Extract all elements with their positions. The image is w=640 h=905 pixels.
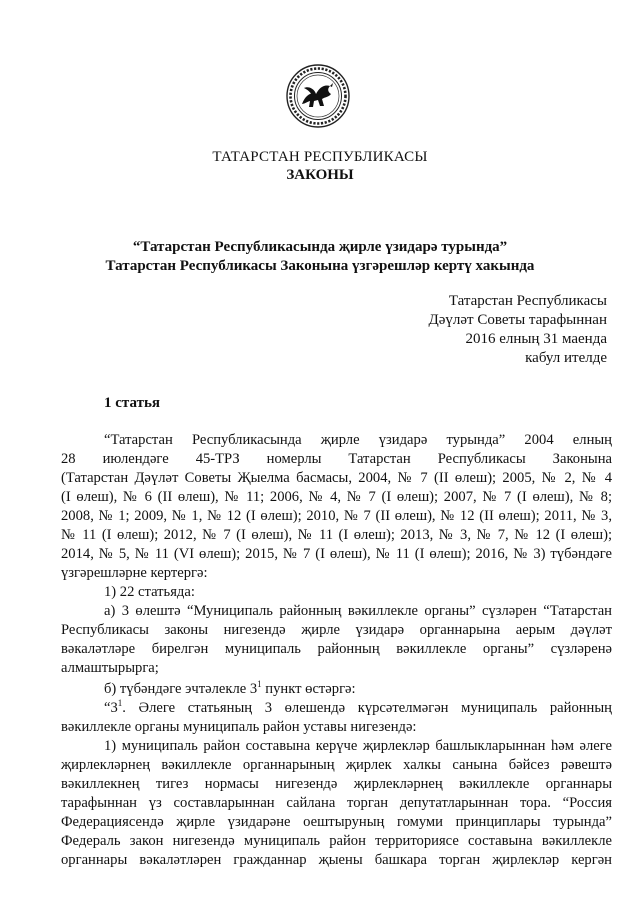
sub-item-b xyxy=(104,680,612,699)
paragraph-line: (Татарстан Дәүләт Советы Җыелма басмасы, 2004, № 7 (II өлеш); 2005, № 2, № 4 xyxy=(61,470,612,486)
paragraph-line: алмаштырырга; xyxy=(61,660,159,676)
paragraph-line: Федерациясендә җирле үзидарәне оештыруның гомуми принциплары турында” xyxy=(61,814,612,830)
paragraph-line: тарафыннан үз составларыннан сайлана торган депутатларыннан тора. “Россия xyxy=(61,795,612,811)
law-title-line-2: Татарстан Республикасы Законына үзгәрешләр кертү хакында xyxy=(105,258,535,274)
paragraph-line: органнары вәкаләтләрен гражданнар җыены башкара торган җирлекләр кергән xyxy=(61,852,612,868)
paragraph-line: җирлекләрнең вәкиллекле органнарының җирлек халкы санына бәйсез рәвештә xyxy=(61,757,612,773)
paragraph-line: (I өлеш), № 6 (II өлеш), № 11; 2006, № 4, № 7 (I өлеш); 2007, № 7 (I өлеш), № 8; xyxy=(61,489,612,505)
item-heading: 1) 22 статьяда: xyxy=(104,584,195,600)
sub-item-b-tail: пункт өстәргә: xyxy=(261,681,356,697)
paragraph-line: а) 3 өлештә “Муниципаль районның вәкиллекле органы” сүзләрен “Татарстан xyxy=(104,603,612,619)
adoption-line-2: Дәүләт Советы тарафыннан xyxy=(428,312,607,328)
superscript: 1 xyxy=(117,698,123,709)
tatarstan-coat-of-arms-icon xyxy=(286,64,350,128)
paragraph-line: Федераль закон нигезендә муниципаль район территориясе составына вәкиллекле xyxy=(61,833,612,849)
quote-rest: . Әлеге статьяның 3 өлешендә күрсәтелмәгән муниципаль районның xyxy=(122,700,612,716)
paragraph-line: № 11 (I өлеш); 2012, № 7 (I өлеш), № 11 (I өлеш); 2013, № 3, № 7, № 12 (I өлеш); xyxy=(61,527,612,543)
law-title-line-1: “Татарстан Республикасында җирле үзидарә турында” xyxy=(132,239,508,255)
paragraph-line: 2014, № 5, № 11 (VI өлеш); 2015, № 7 (I өлеш), № 11 (I өлеш); 2016, № 3) түбәндәге xyxy=(61,546,612,562)
sub-item-b-text: б) түбәндәге эчтәлекле 3 xyxy=(104,681,258,697)
paragraph-line: Республикасы законы нигезендә җирле үзидарә органнарына аерым дәүләт xyxy=(61,622,612,638)
paragraph-line: вәкиллекнең тигез нормасы нигезендә җирлекләрнең вәкиллекле органнары xyxy=(61,776,612,792)
paragraph-line: 1) муниципаль район составына керүче җирлекләр башлыкларыннан һәм әлеге xyxy=(104,738,612,754)
quote-first-line xyxy=(104,699,612,718)
laws-heading: ЗАКОНЫ xyxy=(286,167,354,183)
paragraph-line: вәкиллекле органы муниципаль район уставы нигезендә: xyxy=(61,719,417,735)
paragraph-line: вәкаләтләре бирелгән муниципаль районның вәкиллекле органы” сүзләренә xyxy=(61,641,612,657)
republic-name: ТАТАРСТАН РЕСПУБЛИКАСЫ xyxy=(212,149,428,165)
superscript: 1 xyxy=(257,679,262,690)
adoption-line-1: Татарстан Республикасы xyxy=(448,293,607,309)
quote-open: “3 xyxy=(104,700,118,716)
adoption-line-4: кабул ителде xyxy=(525,350,607,366)
paragraph-line: 2008, № 1; 2009, № 1, № 12 (I өлеш); 2010, № 7 (II өлеш), № 12 (II өлеш); 2011, № 3, xyxy=(61,508,612,524)
paragraph-line: “Татарстан Республикасында җирле үзидарә турында” 2004 елның xyxy=(104,432,612,448)
article-heading: 1 статья xyxy=(104,395,160,411)
paragraph-line: үзгәрешләрне кертергә: xyxy=(61,565,208,581)
adoption-line-3: 2016 елның 31 маенда xyxy=(465,331,607,347)
paragraph-line: 28 июлендәге 45-ТРЗ номерлы Татарстан Республикасы Законына xyxy=(61,451,612,467)
